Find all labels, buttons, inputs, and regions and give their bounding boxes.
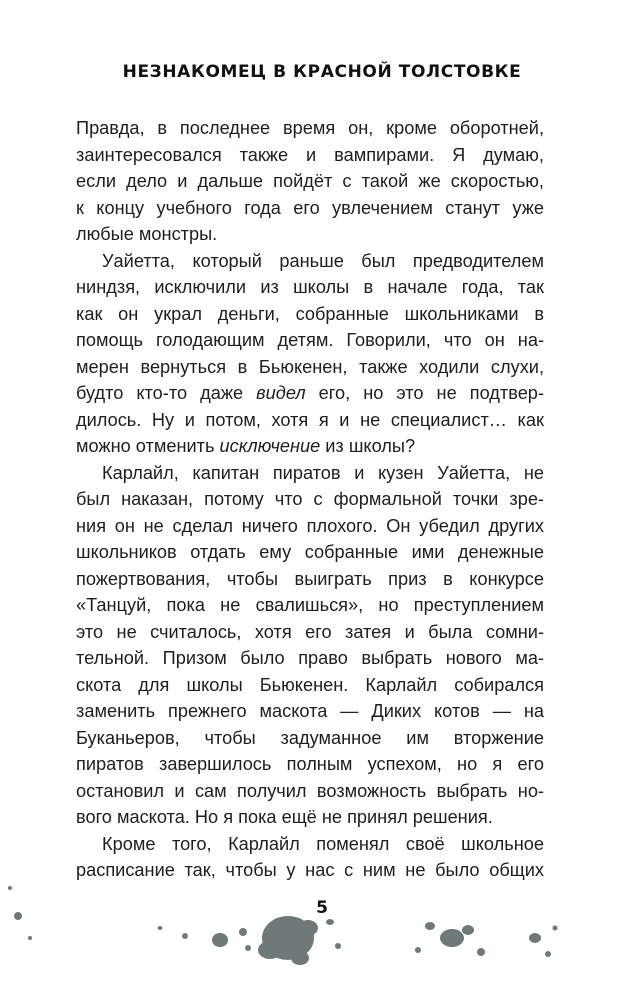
text-line-with-emphasis — [76, 433, 544, 460]
text-line: мерен вернуться в Бьюкенен, также ходили слухи, — [76, 356, 544, 377]
text-line: заинтересовался также и вампирами. Я думаю, — [76, 144, 544, 165]
text-line: школьников отдать ему собранные ими денежные — [76, 542, 544, 562]
text-line: это не считалось, хотя его затея и была сомни- — [76, 621, 544, 642]
text-line: заменить прежнего маскота — Диких котов — на — [76, 701, 544, 721]
text-line: Правда, в последнее время он, кроме оборотней, — [76, 118, 544, 138]
paragraph-4 — [76, 831, 544, 884]
text-line: пожертвования, чтобы выиграть приз в конкурсе — [76, 568, 544, 589]
text-line: пиратов завершилось полным успехом, но я его — [76, 754, 544, 774]
text-segment: из школы? — [320, 436, 416, 456]
text-line: как он украл деньги, собранные школьниками в — [76, 303, 544, 324]
body-text — [76, 115, 544, 884]
text-line: остановил и сам получил возможность выбрать но- — [76, 780, 544, 801]
text-line: помощь голодающим детям. Говорили, что он на- — [76, 330, 544, 350]
text-line: скота для школы Бьюкенен. Карлайл собирался — [76, 674, 544, 695]
text-line: «Танцуй, пока не свалишься», но преступлением — [76, 595, 544, 615]
emphasis-word: видел — [256, 383, 306, 403]
text-line: любые монстры. — [76, 224, 218, 244]
text-line: к концу учебного года его увлечением станут уже — [76, 197, 544, 218]
text-line: ниндзя, исключили из школы в начале года, так — [76, 277, 544, 297]
text-line: ния он не сделал ничего плохого. Он убедил других — [76, 515, 544, 536]
running-head: НЕЗНАКОМЕЦ В КРАСНОЙ ТОЛСТОВКЕ — [122, 62, 522, 82]
paragraph-2 — [76, 248, 544, 460]
text-line: расписание так, чтобы у нас с ним не было общих — [76, 860, 544, 880]
text-segment: будто кто-то даже — [76, 383, 257, 403]
text-line-with-emphasis — [76, 380, 544, 407]
text-line: Карлайл, капитан пиратов и кузен Уайетта, не — [102, 462, 544, 483]
text-line: дилось. Ну и потом, хотя я и не специалист… как — [76, 409, 544, 430]
text-line: Буканьеров, чтобы задуманное им вторжение — [76, 727, 544, 748]
text-line: Кроме того, Карлайл поменял своё школьное — [102, 833, 544, 854]
emphasis-word: исключение — [219, 436, 321, 456]
text-line: если дело и дальше пойдёт с такой же скоростью, — [76, 171, 544, 191]
paragraph-3 — [76, 460, 544, 831]
page-number: 5 — [316, 898, 328, 918]
paragraph-1 — [76, 115, 544, 248]
text-line: тельной. Призом было право выбрать нового ма- — [76, 648, 544, 668]
text-segment: можно отменить — [76, 436, 220, 456]
text-line: вого маскота. Но я пока ещё не принял решения. — [76, 807, 493, 827]
text-segment: его, но это не подтвер- — [305, 383, 544, 403]
text-line: был наказан, потому что с формальной точки зре- — [76, 489, 544, 509]
text-line: Уайетта, который раньше был предводителем — [102, 250, 544, 271]
